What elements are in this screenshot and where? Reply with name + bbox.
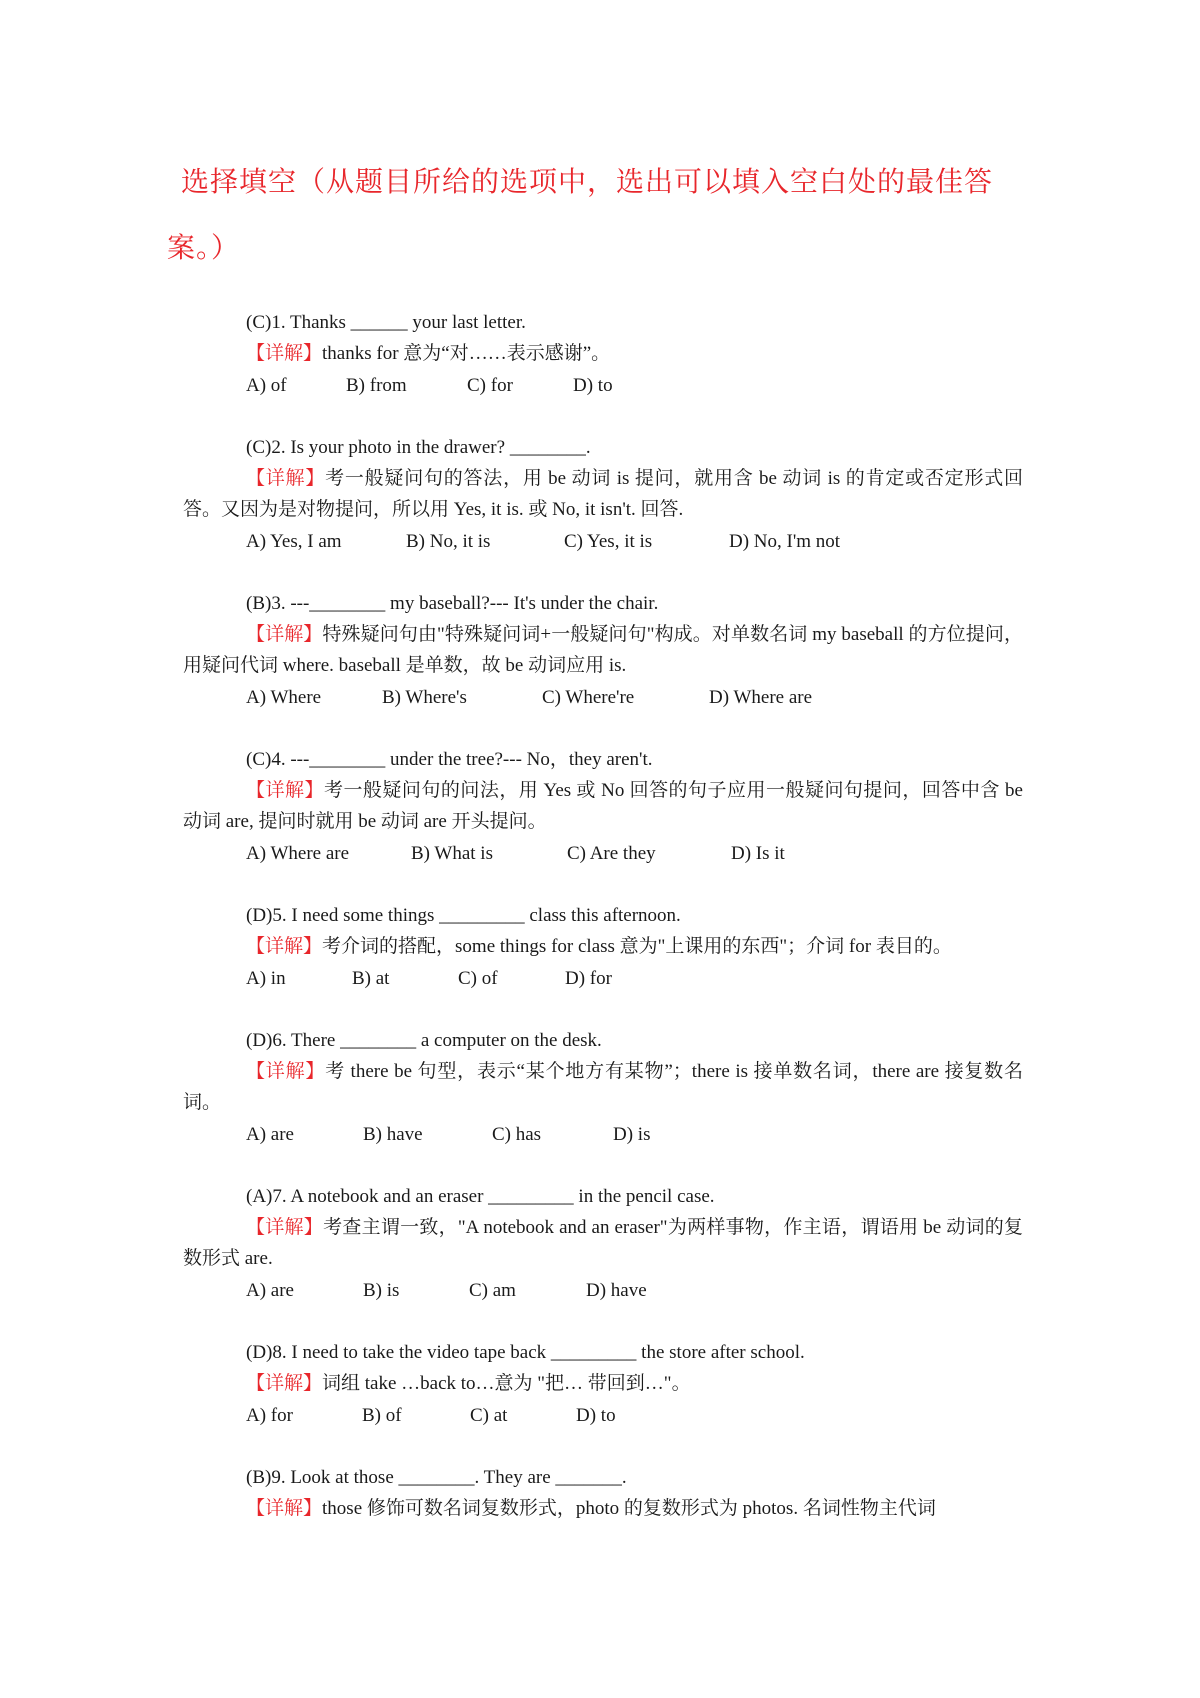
option-d: D) for [565, 968, 612, 989]
answer-options [183, 527, 1023, 557]
option-a: A) for [246, 1405, 293, 1426]
explanation-text: 考一般疑问句的问法，用 Yes 或 No 回答的句子应用一般疑问句提问，回答中含 be 动词 are, 提问时就用 be 动词 are 开头提问。 [183, 780, 1023, 832]
question-list [183, 308, 1023, 1556]
explanation-text: 考查主谓一致，"A notebook and an eraser"为两样事物，作主语，谓语用 be 动词的复数形式 are. [183, 1217, 1023, 1269]
question-stem: (A)7. A notebook and an eraser _________ in the pencil case. [246, 1186, 715, 1207]
answer-options [183, 371, 1023, 401]
question-explanation [183, 338, 1023, 369]
question-explanation [183, 1493, 1023, 1524]
question-explanation [183, 931, 1023, 962]
question-1 [183, 308, 1023, 401]
option-a: A) in [246, 968, 286, 989]
detail-label: 【详解】 [246, 1498, 323, 1519]
question-stem: (D)8. I need to take the video tape back _________ the store after school. [246, 1342, 805, 1363]
answer-options [183, 1120, 1023, 1150]
option-a: A) Where are [246, 843, 350, 864]
question-explanation [183, 1368, 1023, 1399]
answer-options [183, 964, 1023, 994]
option-b: B) Where's [382, 687, 467, 708]
option-b: B) of [362, 1405, 402, 1426]
option-b: B) at [352, 968, 390, 989]
question-8 [183, 1338, 1023, 1431]
explanation-text: those 修饰可数名词复数形式，photo 的复数形式为 photos. 名词性物主代词 [322, 1498, 936, 1519]
option-c: C) Are they [567, 843, 656, 864]
detail-label: 【详解】 [246, 343, 323, 364]
option-c: C) of [458, 968, 498, 989]
explanation-text: 考 there be 句型，表示“某个地方有某物”；there is 接单数名词，there are 接复数名词。 [183, 1061, 1023, 1113]
question-9 [183, 1463, 1023, 1524]
option-c: C) Yes, it is [564, 531, 653, 552]
detail-label: 【详解】 [246, 1373, 323, 1394]
option-a: A) of [246, 375, 287, 396]
option-a: A) are [246, 1124, 294, 1145]
option-b: B) have [363, 1124, 423, 1145]
answer-options [183, 839, 1023, 869]
explanation-text: 考介词的搭配，some things for class 意为"上课用的东西"；介词 for 表目的。 [322, 936, 952, 957]
explanation-text: 词组 take …back to…意为 "把… 带回到…"。 [322, 1373, 691, 1394]
option-b: B) What is [411, 843, 493, 864]
question-2 [183, 433, 1023, 557]
detail-label: 【详解】 [246, 468, 326, 489]
explanation-text: thanks for 意为“对……表示感谢”。 [322, 343, 611, 364]
option-a: A) Yes, I am [246, 531, 342, 552]
question-stem: (B)9. Look at those ________. They are _______. [246, 1467, 627, 1488]
question-3 [183, 589, 1023, 713]
question-5 [183, 901, 1023, 994]
option-d: D) No, I'm not [729, 531, 841, 552]
question-stem: (C)1. Thanks ______ your last letter. [246, 312, 526, 333]
question-explanation [183, 1056, 1023, 1118]
question-stem: (D)6. There ________ a computer on the desk. [246, 1030, 602, 1051]
option-d: D) have [586, 1280, 647, 1301]
option-c: C) for [467, 375, 513, 396]
question-7 [183, 1182, 1023, 1306]
option-b: B) is [363, 1280, 400, 1301]
question-explanation [183, 1212, 1023, 1274]
option-d: D) Where are [709, 687, 813, 708]
option-c: C) at [470, 1405, 508, 1426]
detail-label: 【详解】 [246, 1061, 326, 1082]
detail-label: 【详解】 [246, 624, 323, 645]
question-explanation [183, 619, 1023, 681]
question-6 [183, 1026, 1023, 1150]
option-c: C) has [492, 1124, 542, 1145]
option-d: D) is [613, 1124, 651, 1145]
question-stem: (C)4. ---________ under the tree?--- No，they aren't. [246, 749, 653, 770]
option-c: C) am [469, 1280, 516, 1301]
option-d: D) to [573, 375, 613, 396]
detail-label: 【详解】 [246, 936, 323, 957]
option-a: A) Where [246, 687, 322, 708]
detail-label: 【详解】 [246, 780, 324, 801]
answer-options [183, 1276, 1023, 1306]
question-stem: (C)2. Is your photo in the drawer? ________. [246, 437, 591, 458]
section-title: 选择填空（从题目所给的选项中，选出可以填入空白处的最佳答案。） [167, 167, 994, 264]
option-b: B) No, it is [406, 531, 491, 552]
answer-options [183, 683, 1023, 713]
option-a: A) are [246, 1280, 294, 1301]
option-d: D) to [576, 1405, 616, 1426]
question-stem: (B)3. ---________ my baseball?--- It's under the chair. [246, 593, 659, 614]
answer-options [183, 1401, 1023, 1431]
question-explanation [183, 463, 1023, 525]
explanation-text: 考一般疑问句的答法，用 be 动词 is 提问，就用含 be 动词 is 的肯定或否定形式回答。又因为是对物提问，所以用 Yes, it is. 或 No, it isn't. 回答. [183, 468, 1023, 520]
option-d: D) Is it [731, 843, 785, 864]
question-explanation [183, 775, 1023, 837]
detail-label: 【详解】 [246, 1217, 324, 1238]
question-stem: (D)5. I need some things _________ class this afternoon. [246, 905, 681, 926]
question-4 [183, 745, 1023, 869]
option-c: C) Where're [542, 687, 635, 708]
explanation-text: 特殊疑问句由"特殊疑问词+一般疑问句"构成。对单数名词 my baseball 的方位提问，用疑问代词 where. baseball 是单数，故 be 动词应用 is. [183, 624, 1023, 676]
option-b: B) from [346, 375, 407, 396]
